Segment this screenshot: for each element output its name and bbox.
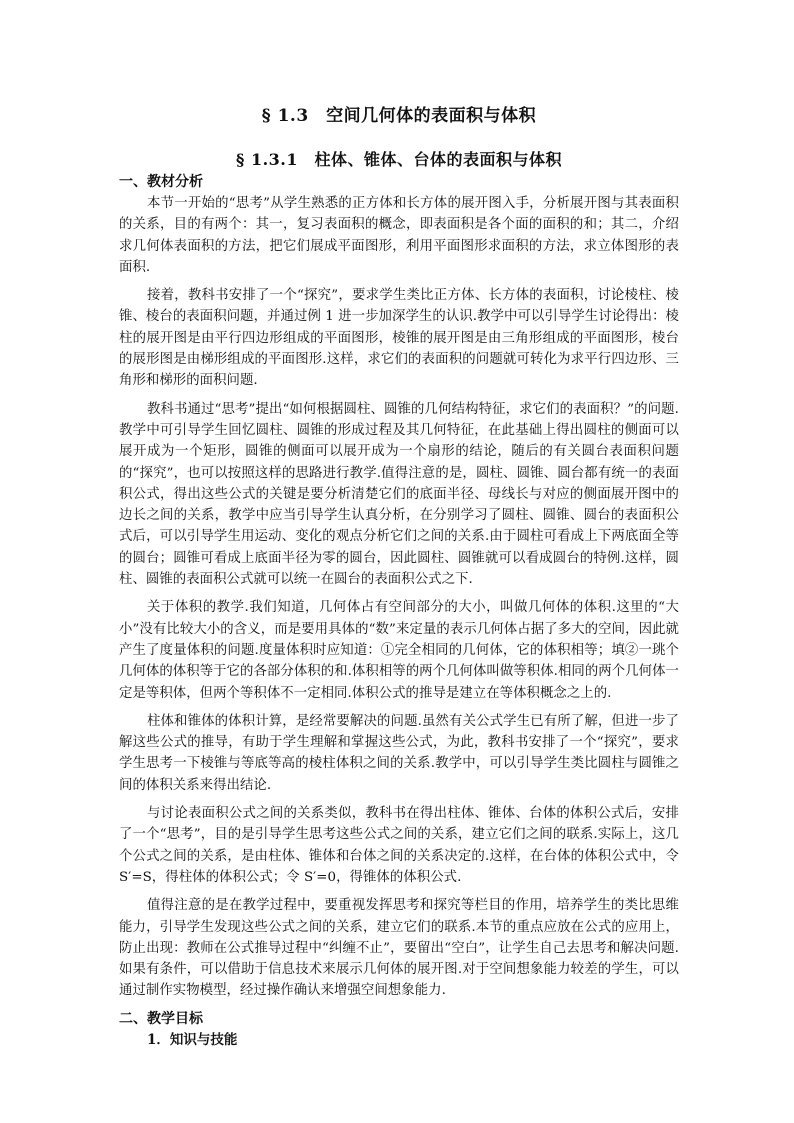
paragraph: 教科书通过“思考”提出“如何根据圆柱、圆锥的几何结构特征，求它们的表面积？”的问题.教学中可引导学生回忆圆柱、圆锥的形成过程及其几何特征，在此基础上得出圆柱的侧面可以展开成为一个矩形，圆锥的侧面可以展开成为一个扇形的结论，随后的有关圆台表面积问题的“探究”，也可以按照这样的思路进行教学.值得注意的是，圆柱、圆锥、圆台都有统一的表面积公式，得出这些公式的关键是要分析清楚它们的底面半径、母线长与对应的侧面展开图中的边长之间的关系，教学中应当引导学生认真分析，在分别学习了圆柱、圆锥、圆台的表面积公式后，可以引导学生用运动、变化的观点分析它们之间的关系.由于圆柱可看成上下两底面全等的圆台；圆锥可看成上底面半径为零的圆台，因此圆柱、圆锥就可以看成圆台的特例.这样，圆柱、圆锥的表面积公式就可以统一在圆台的表面积公式之下. [119, 401, 679, 588]
paragraph: 接着，教科书安排了一个“探究”，要求学生类比正方体、长方体的表面积，讨论棱柱、棱锥、棱台的表面积问题，并通过例 1 进一步加深学生的认识.教学中可以引导学生讨论得出：棱柱的展开图是由平行四边形组成的平面图形，棱锥的展开图是由三角形组成的平面图形，棱台的展形图是由梯形组成的平面图形.这样，求它们的表面积的问题就可转化为求平行四边形、三角形和梯形的面积问题. [119, 288, 679, 389]
paragraph: 值得注意的是在教学过程中，要重视发挥思考和探究等栏目的作用，培养学生的类比思维能力，引导学生发现这些公式之间的关系，建立它们的联系.本节的重点应放在公式的应用上，防止出现：教师在公式推导过程中“纠缠不止”，要留出“空白”，让学生自己去思考和解决问题.如果有条件，可以借助于信息技术来展示几何体的展开图.对于空间想象能力较差的学生，可以通过制作实物模型，经过操作确认来增强空间想象能力. [119, 898, 679, 999]
section-heading-textbook-analysis: 一、教材分析 [119, 174, 203, 190]
section-heading-teaching-goals: 二、教学目标 [119, 1010, 203, 1027]
paragraph: 柱体和锥体的体积计算，是经常要解决的问题.虽然有关公式学生已有所了解，但进一步了解这些公式的推导，有助于学生理解和掌握这些公式，为此，教科书安排了一个“探究”，要求学生思考一下棱锥与等底等高的棱柱体积之间的关系.教学中，可以引导学生类比圆柱与圆锥之间的体积关系来得出结论. [119, 713, 679, 793]
paragraph: 与讨论表面积公式之间的关系类似，教科书在得出柱体、锥体、台体的体积公式后，安排了一个“思考”，目的是引导学生思考这些公式之间的关系，建立它们之间的联系.实际上，这几个公式之间的关系，是由柱体、锥体和台体之间的关系决定的.这样，在台体的体积公式中，令 S′=S，得柱体的体积公式；令 S′=0，得锥体的体积公式. [119, 806, 679, 885]
document-subtitle: § 1.3.1 柱体、锥体、台体的表面积与体积 [236, 150, 562, 169]
subsection-heading-knowledge-skills: 1．知识与技能 [147, 1031, 238, 1048]
document-title: § 1.3 空间几何体的表面积与体积 [261, 106, 537, 126]
document-page [119, 104, 679, 1051]
paragraph: 本节一开始的“思考”从学生熟悉的正方体和长方体的展开图入手，分析展开图与其表面积的关系，目的有两个：其一，复习表面积的概念，即表面积是各个面的面积的和；其二，介绍求几何体表面积的方法，把它们展成平面图形，利用平面图形求面积的方法，求立体图形的表面积. [119, 196, 679, 275]
paragraph: 关于体积的教学.我们知道，几何体占有空间部分的大小，叫做几何体的体积.这里的“大小”没有比较大小的含义，而是要用具体的“数”来定量的表示几何体占据了多大的空间，因此就产生了度量体积的问题.度量体积时应知道：①完全相同的几何体，它的体积相等；填②一珧个几何体的体积等于它的各部分体积的和.体积相等的两个几何体叫做等积体.相同的两个几何体一定是等积体，但两个等积体不一定相同.体积公式的推导是建立在等体积概念之上的. [119, 600, 679, 701]
